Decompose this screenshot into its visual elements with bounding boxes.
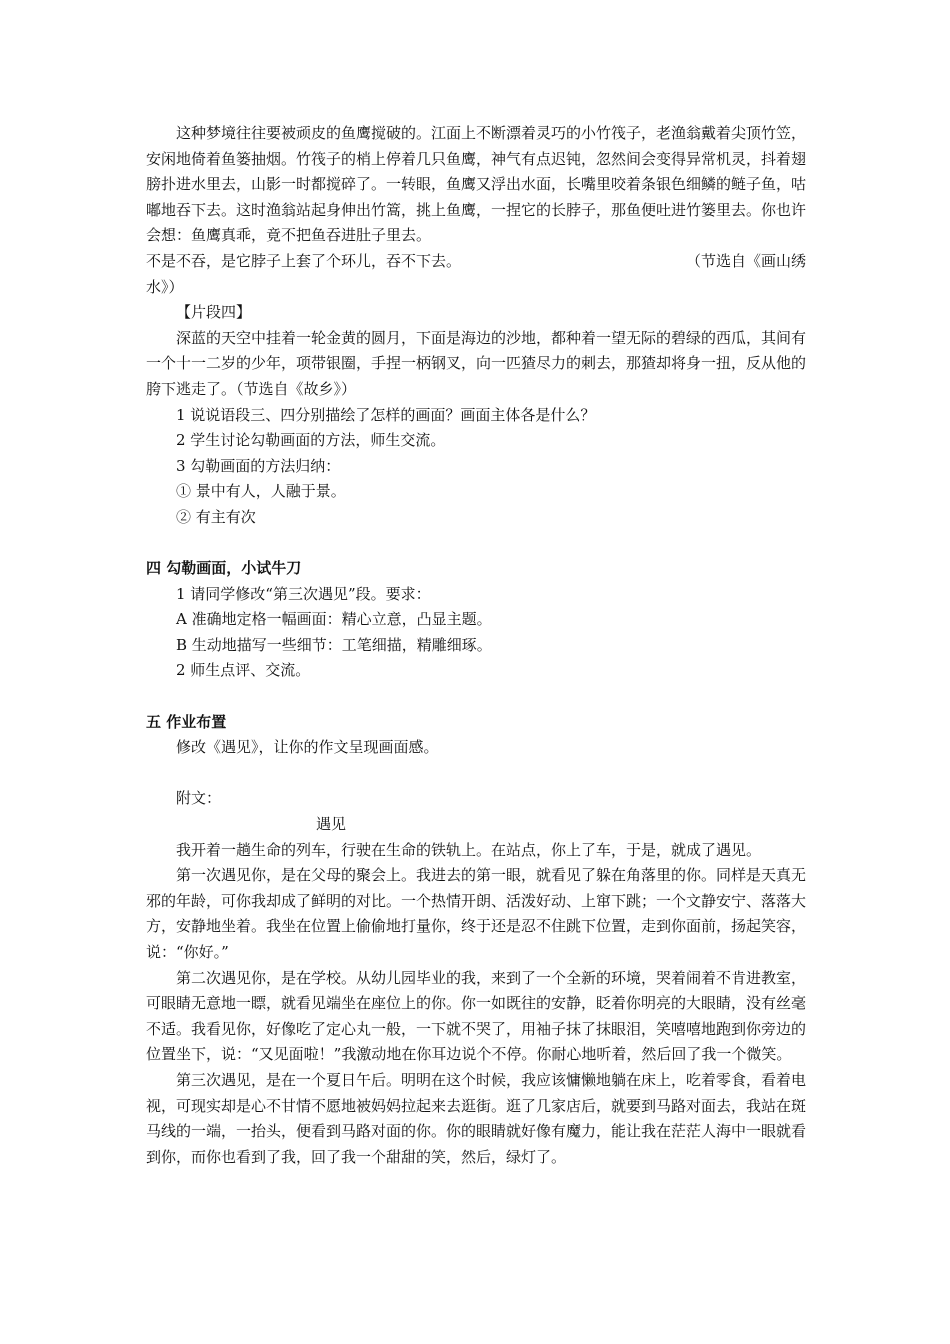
section4-item: 1 请同学修改“第三次遇见”段。要求： — [176, 584, 431, 603]
step-item: 1 说说语段三、四分别描绘了怎样的画面？画面主体各是什么？ — [176, 405, 596, 424]
section5-title: 五 作业布置 — [146, 712, 227, 731]
fragment3-source-end: 水》） — [146, 277, 184, 296]
step-item: ② 有主有次 — [176, 507, 256, 526]
appendix-label: 附文： — [176, 789, 222, 808]
section4-item: A 准确地定格一幅画面：精心立意，凸显主题。 — [176, 610, 492, 629]
essay-paragraph: 我开着一趟生命的列车，行驶在生命的铁轨上。在站点，你上了车，于是，就成了遇见。 — [176, 840, 762, 859]
essay-paragraph: 第三次遇见，是在一个夏日午后。明明在这个时候，我应该慵懒地躺在床上，吃着零食，看着电视，可现实却是心不甘情不愿地被妈妈拉起来去逛街。逛了几家店后，就要到马路对面去，我站在斑马线的一端，一抬头，便看到马路对面的你。你的眼睛就好像有魔力，能让我在茫茫人海中一眼就看到你，而你也看到了我，回了我一个甜甜的笑，然后，绿灯了。 — [146, 1070, 807, 1166]
section4-item: B 生动地描写一些细节：工笔细描，精雕细琢。 — [176, 635, 492, 654]
spacer — [146, 761, 806, 787]
essay-title: 遇见 — [316, 815, 347, 834]
step-item: 2 学生讨论勾勒画面的方法，师生交流。 — [176, 431, 446, 450]
step-item: 3 勾勒画面的方法归纳： — [176, 456, 341, 475]
document-page — [146, 121, 806, 1170]
fragment4-body: 深蓝的天空中挂着一轮金黄的圆月，下面是海边的沙地，都种着一望无际的碧绿的西瓜，其间有一个十一二岁的少年，项带银圈，手捏一柄钢叉，向一匹猹尽力的刺去，那猹却将身一扭，反从他的胯下逃走了。（节选自《故乡》） — [146, 328, 807, 398]
section4-item: 2 师生点评、交流。 — [176, 661, 311, 680]
spacer — [146, 684, 806, 710]
fragment3-source: （节选自《画山绣 — [685, 251, 806, 270]
section4-title: 四 勾勒画面，小试牛刀 — [146, 559, 302, 578]
fragment3-source-line — [146, 249, 806, 275]
fragment3-last-line: 不是不吞，是它脖子上套了个环儿，吞不下去。 — [146, 251, 462, 270]
essay-paragraph: 第二次遇见你，是在学校。从幼儿园毕业的我，来到了一个全新的环境，哭着闹着不肯进教室，可眼睛无意地一瞟，就看见端坐在座位上的你。你一如既往的安静，眨着你明亮的大眼睛，没有丝毫不适。我看见你，好像吃了定心丸一般，一下就不哭了，用袖子抹了抹眼泪，笑嘻嘻地跑到你旁边的位置坐下，说：“又见面啦！”我激动地在你耳边说个不停。你耐心地听着，然后回了我一个微笑。 — [146, 968, 807, 1064]
section5-body: 修改《遇见》，让你的作文呈现画面感。 — [176, 738, 439, 757]
fragment3-body: 这种梦境往往要被顽皮的鱼鹰搅破的。江面上不断漂着灵巧的小竹筏子，老渔翁戴着尖顶竹笠，安闲地倚着鱼篓抽烟。竹筏子的梢上停着几只鱼鹰，神气有点迟钝，忽然间会变得异常机灵，抖着翅膀扑进水里去，山影一时都搅碎了。一转眼，鱼鹰又浮出水面，长嘴里咬着条银色细鳞的鲢子鱼，咕嘟地吞下去。这时渔翁站起身伸出竹篙，挑上鱼鹰，一捏它的长脖子，那鱼便吐进竹篓里去。你也许会想：鱼鹰真乖，竟不把鱼吞进肚子里去。 — [146, 124, 807, 245]
spacer — [146, 531, 806, 557]
step-item: ① 景中有人，人融于景。 — [176, 482, 346, 501]
fragment4-heading: 【片段四】 — [176, 303, 252, 322]
essay-paragraph: 第一次遇见你，是在父母的聚会上。我进去的第一眼，就看见了躲在角落里的你。同样是天真无邪的年龄，可你我却成了鲜明的对比。一个热情开朗、活泼好动、上窜下跳；一个文静安宁、落落大方，安静地坐着。我坐在位置上偷偷地打量你，终于还是忍不住跳下位置，走到你面前，扬起笑容，说：“你好。” — [146, 866, 807, 961]
